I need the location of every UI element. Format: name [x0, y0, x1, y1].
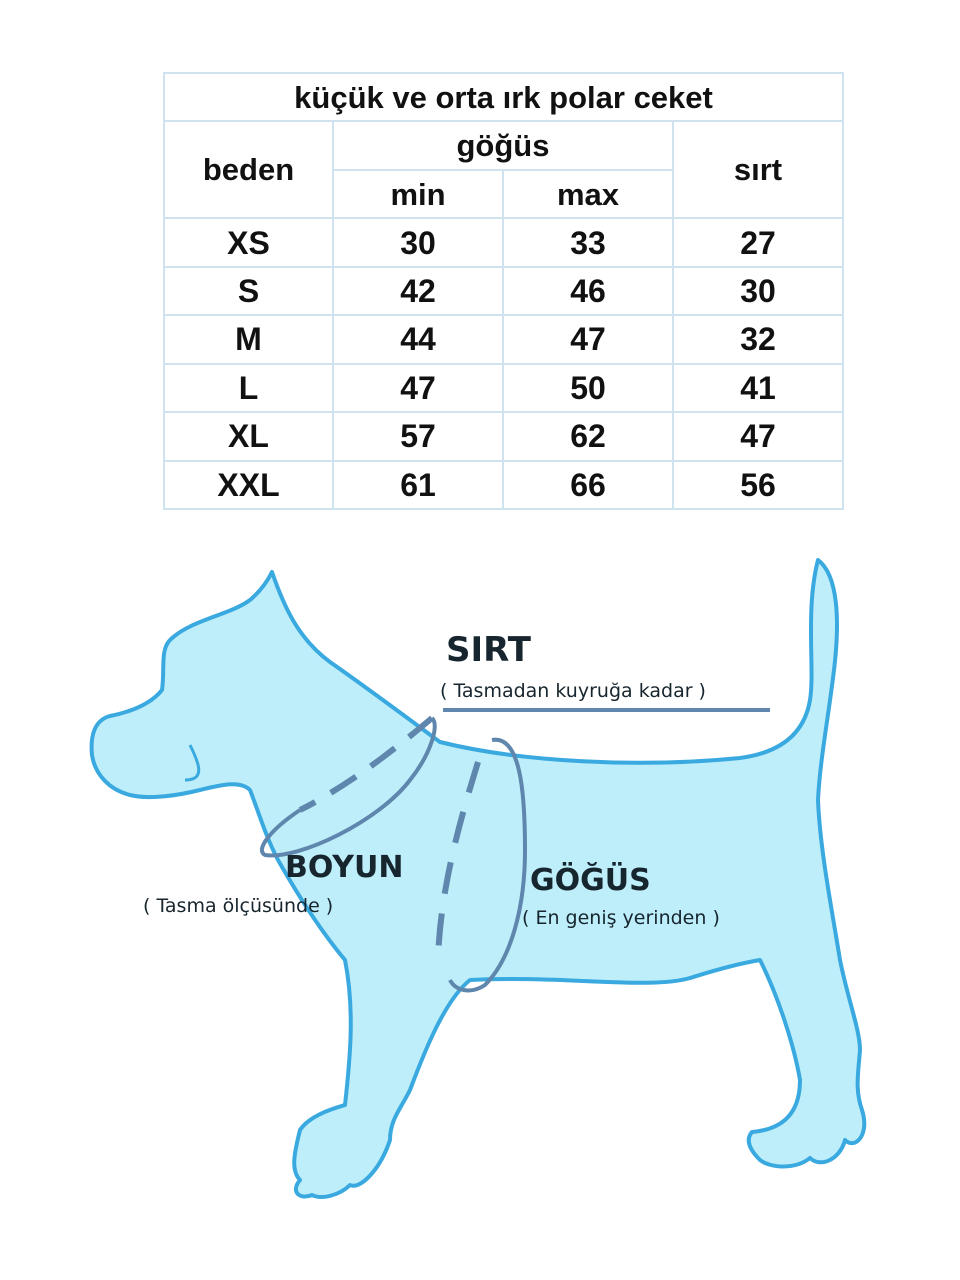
table-row — [164, 218, 843, 266]
cell-chest-min: 44 — [333, 315, 503, 363]
chest-label: GÖĞÜS — [530, 863, 651, 898]
cell-back: 30 — [673, 267, 843, 315]
cell-size: M — [164, 315, 333, 363]
cell-chest-max: 50 — [503, 364, 673, 412]
table-title: küçük ve orta ırk polar ceket — [164, 73, 843, 121]
size-chart-table — [163, 72, 844, 510]
neck-label: BOYUN — [285, 850, 404, 885]
table-row — [164, 315, 843, 363]
back-note: ( Tasmadan kuyruğa kadar ) — [440, 680, 706, 702]
neck-note: ( Tasma ölçüsünde ) — [143, 895, 334, 917]
cell-chest-min: 42 — [333, 267, 503, 315]
back-label: SIRT — [446, 630, 531, 670]
cell-size: XXL — [164, 461, 333, 510]
cell-size: XS — [164, 218, 333, 266]
cell-size: S — [164, 267, 333, 315]
cell-chest-max: 46 — [503, 267, 673, 315]
cell-chest-min: 47 — [333, 364, 503, 412]
cell-back: 27 — [673, 218, 843, 266]
cell-chest-max: 66 — [503, 461, 673, 510]
table-row — [164, 267, 843, 315]
cell-chest-min: 61 — [333, 461, 503, 510]
table-row — [164, 364, 843, 412]
dog-measurement-diagram — [0, 530, 960, 1280]
header-chest: göğüs — [333, 121, 673, 169]
chest-note: ( En geniş yerinden ) — [522, 907, 720, 929]
header-row — [164, 121, 843, 169]
cell-size: L — [164, 364, 333, 412]
cell-back: 56 — [673, 461, 843, 510]
table-row — [164, 412, 843, 460]
header-chest-min: min — [333, 170, 503, 218]
cell-chest-min: 30 — [333, 218, 503, 266]
cell-chest-max: 33 — [503, 218, 673, 266]
table-title-row — [164, 73, 843, 121]
cell-back: 47 — [673, 412, 843, 460]
header-chest-max: max — [503, 170, 673, 218]
cell-back: 32 — [673, 315, 843, 363]
cell-chest-max: 62 — [503, 412, 673, 460]
cell-chest-min: 57 — [333, 412, 503, 460]
cell-chest-max: 47 — [503, 315, 673, 363]
cell-size: XL — [164, 412, 333, 460]
table-row — [164, 461, 843, 510]
cell-back: 41 — [673, 364, 843, 412]
header-size: beden — [164, 121, 333, 218]
header-back: sırt — [673, 121, 843, 218]
